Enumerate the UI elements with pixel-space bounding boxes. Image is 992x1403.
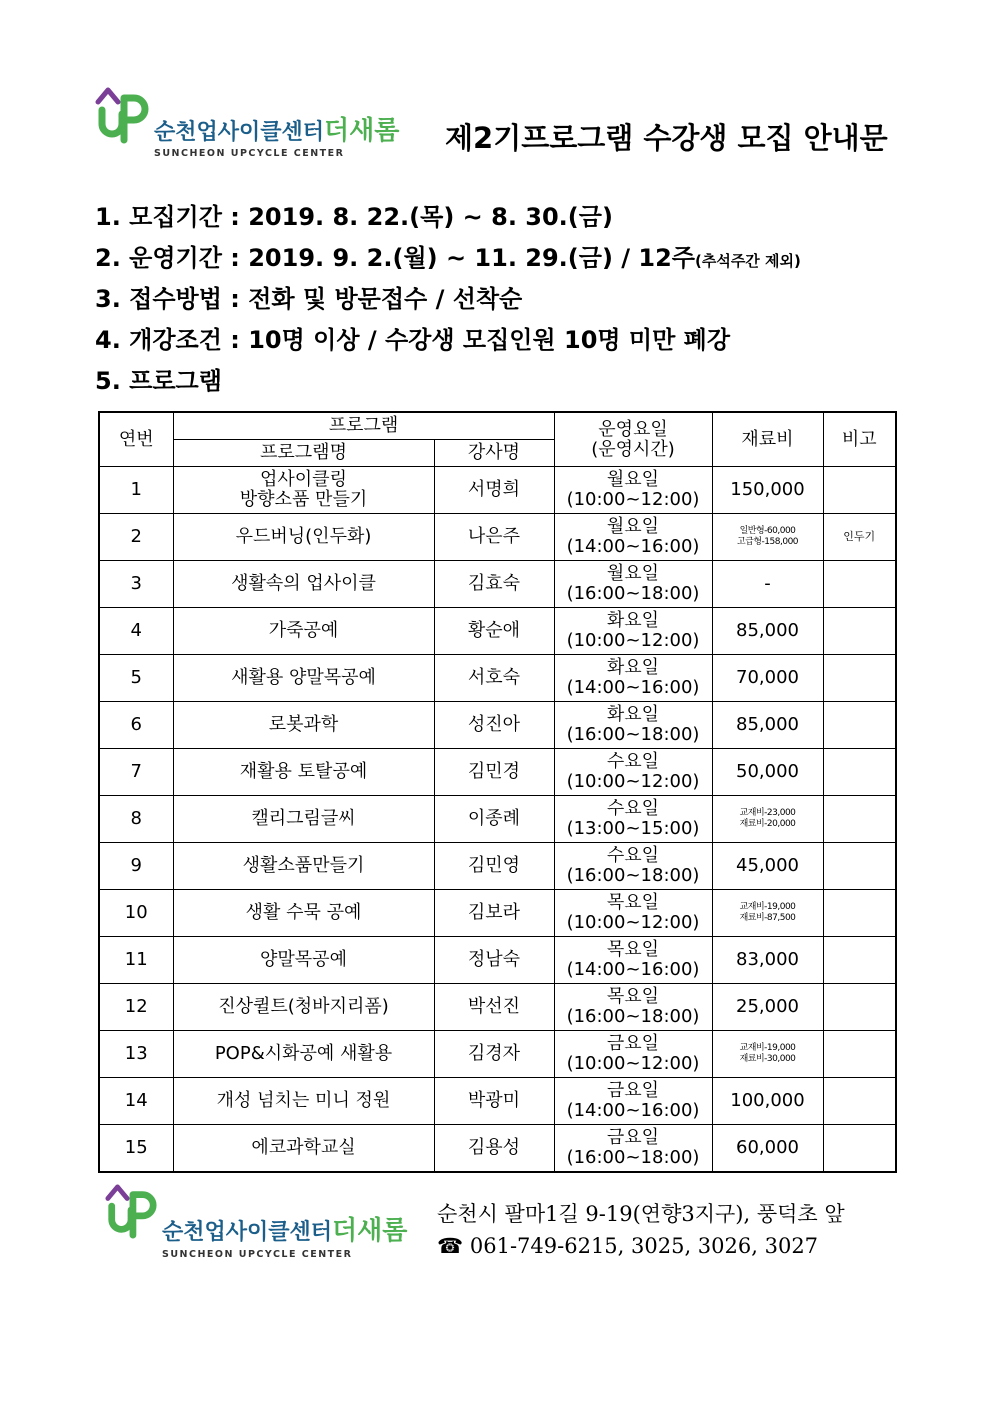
cell-program-name <box>173 937 434 984</box>
fee-line: 150,000 <box>730 479 805 500</box>
fee-line: 교재비-23,000 <box>739 808 796 818</box>
schedule-day: 화요일 <box>606 657 660 678</box>
schedule-time: (10:00~12:00) <box>566 771 700 792</box>
header-fee: 재료비 <box>712 412 823 467</box>
cell-schedule <box>554 890 712 937</box>
cell-program-name <box>173 749 434 796</box>
fee-line: 85,000 <box>736 620 799 641</box>
cell-instructor: 김민영 <box>434 843 554 890</box>
fee-line: 고급형-158,000 <box>736 537 799 547</box>
schedule-day: 수요일 <box>606 798 660 819</box>
cell-fee <box>712 1078 823 1125</box>
cell-no: 15 <box>99 1125 173 1173</box>
cell-fee <box>712 561 823 608</box>
footer-contact <box>437 1198 845 1262</box>
logo-brand: 더새롬 <box>332 1216 408 1246</box>
table-row <box>99 796 896 843</box>
cell-no: 7 <box>99 749 173 796</box>
info-note: (추석주간 제외) <box>694 252 801 270</box>
cell-no: 14 <box>99 1078 173 1125</box>
cell-note <box>823 1078 896 1125</box>
fee-line: 재료비-87,500 <box>739 913 796 923</box>
cell-program-name <box>173 702 434 749</box>
info-text: 5. 프로그램 <box>95 367 222 395</box>
schedule-day: 금요일 <box>606 1033 660 1054</box>
fee-line: 교재비-19,000 <box>739 1043 796 1053</box>
cell-instructor: 김효숙 <box>434 561 554 608</box>
cell-schedule <box>554 1078 712 1125</box>
header-program: 프로그램 <box>173 412 554 440</box>
header-schedule-time: (운영시간) <box>591 438 675 460</box>
schedule-time: (10:00~12:00) <box>566 630 700 651</box>
fee-line: 60,000 <box>736 1137 799 1158</box>
schedule-day: 목요일 <box>606 986 660 1007</box>
schedule-time: (10:00~12:00) <box>566 489 700 510</box>
program-name-line: 우드버닝(인두화) <box>235 526 372 547</box>
schedule-day: 목요일 <box>606 892 660 913</box>
cell-fee <box>712 608 823 655</box>
cell-no: 5 <box>99 655 173 702</box>
footer-phone: 061-749-6215, 3025, 3026, 3027 <box>469 1234 819 1258</box>
schedule-time: (14:00~16:00) <box>566 677 700 698</box>
cell-fee <box>712 1031 823 1078</box>
cell-fee <box>712 514 823 561</box>
info-text: 1. 모집기간 : 2019. 8. 22.(목) ~ 8. 30.(금) <box>95 203 613 231</box>
cell-program-name <box>173 655 434 702</box>
up-logo-icon <box>94 84 150 146</box>
cell-schedule <box>554 561 712 608</box>
schedule-day: 금요일 <box>606 1080 660 1101</box>
cell-note <box>823 937 896 984</box>
schedule-time: (10:00~12:00) <box>566 912 700 933</box>
cell-no: 12 <box>99 984 173 1031</box>
cell-no: 13 <box>99 1031 173 1078</box>
cell-no: 3 <box>99 561 173 608</box>
fee-line: 25,000 <box>736 996 799 1017</box>
cell-schedule <box>554 655 712 702</box>
fee-line: 45,000 <box>736 855 799 876</box>
cell-fee <box>712 984 823 1031</box>
cell-no: 6 <box>99 702 173 749</box>
cell-note <box>823 467 896 514</box>
logo-brand: 더새롬 <box>324 116 400 146</box>
cell-fee <box>712 843 823 890</box>
schedule-time: (14:00~16:00) <box>566 1100 700 1121</box>
program-name-line: 방향소품 만들기 <box>239 489 368 510</box>
cell-no: 9 <box>99 843 173 890</box>
cell-program-name <box>173 608 434 655</box>
logo-name <box>154 110 399 147</box>
cell-instructor: 정남숙 <box>434 937 554 984</box>
cell-program-name <box>173 467 434 514</box>
footer-logo <box>104 1180 407 1260</box>
cell-schedule <box>554 702 712 749</box>
cell-note <box>823 608 896 655</box>
program-name-line: 개성 넘치는 미니 정원 <box>216 1090 391 1111</box>
header-schedule-day: 운영요일 <box>598 418 668 440</box>
cell-note <box>823 890 896 937</box>
table-row <box>99 514 896 561</box>
cell-instructor: 황순애 <box>434 608 554 655</box>
cell-no: 1 <box>99 467 173 514</box>
info-text: 3. 접수방법 : 전화 및 방문접수 / 선착순 <box>95 285 523 313</box>
cell-no: 11 <box>99 937 173 984</box>
fee-line: 교재비-19,000 <box>739 902 796 912</box>
cell-no: 4 <box>99 608 173 655</box>
cell-fee <box>712 467 823 514</box>
cell-instructor: 박선진 <box>434 984 554 1031</box>
schedule-day: 월요일 <box>606 469 660 490</box>
footer-address: 순천시 팔마1길 9-19(연향3지구), 풍덕초 앞 <box>437 1202 845 1226</box>
info-text: 2. 운영기간 : 2019. 9. 2.(월) ~ 11. 29.(금) / 12주 <box>95 244 695 272</box>
program-name-line: 생활 수묵 공예 <box>245 902 362 923</box>
logo-name-en: SUNCHEON UPCYCLE CENTER <box>162 1249 353 1260</box>
schedule-time: (16:00~18:00) <box>566 865 700 886</box>
logo-name-ko: 순천업사이클센터 <box>162 1220 333 1245</box>
cell-program-name <box>173 1031 434 1078</box>
cell-program-name <box>173 890 434 937</box>
table-row <box>99 1078 896 1125</box>
cell-fee <box>712 749 823 796</box>
fee-line: 85,000 <box>736 714 799 735</box>
schedule-day: 금요일 <box>606 1127 660 1148</box>
table-row <box>99 749 896 796</box>
telephone-icon: ☎ <box>437 1234 464 1258</box>
cell-instructor: 성진아 <box>434 702 554 749</box>
cell-program-name <box>173 984 434 1031</box>
info-text: 4. 개강조건 : 10명 이상 / 수강생 모집인원 10명 미만 폐강 <box>95 326 731 354</box>
cell-note <box>823 796 896 843</box>
table-row <box>99 561 896 608</box>
logo-name-en: SUNCHEON UPCYCLE CENTER <box>154 148 345 159</box>
schedule-day: 월요일 <box>606 516 660 537</box>
fee-line: 재료비-30,000 <box>739 1054 796 1064</box>
cell-instructor: 나은주 <box>434 514 554 561</box>
cell-fee <box>712 937 823 984</box>
cell-schedule <box>554 514 712 561</box>
cell-schedule <box>554 796 712 843</box>
logo-text <box>162 1180 407 1260</box>
program-name-line: 진상퀼트(청바지리폼) <box>218 996 389 1017</box>
schedule-time: (16:00~18:00) <box>566 1006 700 1027</box>
table-row <box>99 467 896 514</box>
cell-fee <box>712 655 823 702</box>
program-name-line: 재활용 토탈공예 <box>239 761 368 782</box>
cell-program-name <box>173 843 434 890</box>
schedule-day: 화요일 <box>606 610 660 631</box>
cell-schedule <box>554 1125 712 1173</box>
cell-no: 10 <box>99 890 173 937</box>
program-name-line: 생활소품만들기 <box>242 855 365 876</box>
cell-note <box>823 1031 896 1078</box>
page-title: 제2기프로그램 수강생 모집 안내문 <box>445 121 888 155</box>
table-row <box>99 702 896 749</box>
cell-schedule <box>554 1031 712 1078</box>
cell-note <box>823 843 896 890</box>
program-table-body <box>99 467 896 1173</box>
schedule-time: (16:00~18:00) <box>566 724 700 745</box>
logo-text <box>154 84 399 159</box>
table-row <box>99 984 896 1031</box>
header-no: 연번 <box>99 412 173 467</box>
cell-schedule <box>554 608 712 655</box>
cell-note <box>823 749 896 796</box>
logo-name <box>162 1210 407 1247</box>
table-row <box>99 890 896 937</box>
header-program-name: 프로그램명 <box>173 440 434 467</box>
cell-instructor: 서명희 <box>434 467 554 514</box>
table-row <box>99 655 896 702</box>
schedule-time: (14:00~16:00) <box>566 959 700 980</box>
cell-instructor: 김경자 <box>434 1031 554 1078</box>
table-row <box>99 843 896 890</box>
table-row <box>99 608 896 655</box>
header-instructor: 강사명 <box>434 440 554 467</box>
cell-instructor: 김민경 <box>434 749 554 796</box>
fee-line: 재료비-20,000 <box>739 819 796 829</box>
cell-instructor: 박광미 <box>434 1078 554 1125</box>
cell-schedule <box>554 984 712 1031</box>
cell-schedule <box>554 749 712 796</box>
header-logo <box>94 84 399 159</box>
cell-note <box>823 702 896 749</box>
cell-schedule <box>554 843 712 890</box>
fee-line: 100,000 <box>730 1090 805 1111</box>
schedule-day: 수요일 <box>606 845 660 866</box>
cell-no: 2 <box>99 514 173 561</box>
cell-fee <box>712 1125 823 1173</box>
cell-note <box>823 1125 896 1173</box>
cell-instructor: 서호숙 <box>434 655 554 702</box>
cell-note <box>823 984 896 1031</box>
header-schedule <box>554 412 712 467</box>
info-opening-condition <box>95 320 801 361</box>
program-name-line: 양말목공예 <box>260 949 347 970</box>
up-logo-icon <box>104 1180 158 1242</box>
cell-instructor: 이종례 <box>434 796 554 843</box>
program-name-line: 에코과학교실 <box>251 1137 356 1158</box>
cell-program-name <box>173 1078 434 1125</box>
program-name-line: 로봇과학 <box>268 714 339 735</box>
program-table <box>98 411 897 1173</box>
info-program-heading <box>95 361 801 402</box>
cell-instructor: 김보라 <box>434 890 554 937</box>
fee-line: 일반형-60,000 <box>739 526 796 536</box>
header-note: 비고 <box>823 412 896 467</box>
program-name-line: POP&시화공예 새활용 <box>214 1043 393 1064</box>
schedule-day: 월요일 <box>606 563 660 584</box>
cell-program-name <box>173 1125 434 1173</box>
cell-note <box>823 655 896 702</box>
info-recruit-period <box>95 197 801 238</box>
table-row <box>99 1125 896 1173</box>
program-name-line: 생활속의 업사이클 <box>231 573 376 594</box>
schedule-time: (16:00~18:00) <box>566 583 700 604</box>
fee-line: 50,000 <box>736 761 799 782</box>
fee-line: 70,000 <box>736 667 799 688</box>
schedule-time: (13:00~15:00) <box>566 818 700 839</box>
cell-schedule <box>554 937 712 984</box>
logo-name-ko: 순천업사이클센터 <box>154 120 325 145</box>
schedule-time: (16:00~18:00) <box>566 1147 700 1168</box>
program-name-line: 업사이클링 <box>260 469 347 490</box>
program-name-line: 새활용 양말목공예 <box>231 667 376 688</box>
schedule-time: (14:00~16:00) <box>566 536 700 557</box>
cell-fee <box>712 890 823 937</box>
fee-line: 83,000 <box>736 949 799 970</box>
info-operation-period <box>95 238 801 279</box>
cell-program-name <box>173 514 434 561</box>
cell-instructor: 김용성 <box>434 1125 554 1173</box>
table-row <box>99 937 896 984</box>
schedule-day: 수요일 <box>606 751 660 772</box>
fee-line: - <box>764 573 771 594</box>
cell-no: 8 <box>99 796 173 843</box>
cell-program-name <box>173 561 434 608</box>
cell-note: 인두기 <box>823 514 896 561</box>
cell-schedule <box>554 467 712 514</box>
program-name-line: 캘리그림글씨 <box>251 808 356 829</box>
cell-fee <box>712 702 823 749</box>
schedule-time: (10:00~12:00) <box>566 1053 700 1074</box>
footer-phone-line <box>437 1230 845 1262</box>
cell-fee <box>712 796 823 843</box>
cell-note <box>823 561 896 608</box>
program-name-line: 가죽공예 <box>268 620 339 641</box>
table-row <box>99 1031 896 1078</box>
info-application-method <box>95 279 801 320</box>
info-list <box>95 197 801 402</box>
cell-program-name <box>173 796 434 843</box>
schedule-day: 화요일 <box>606 704 660 725</box>
schedule-day: 목요일 <box>606 939 660 960</box>
